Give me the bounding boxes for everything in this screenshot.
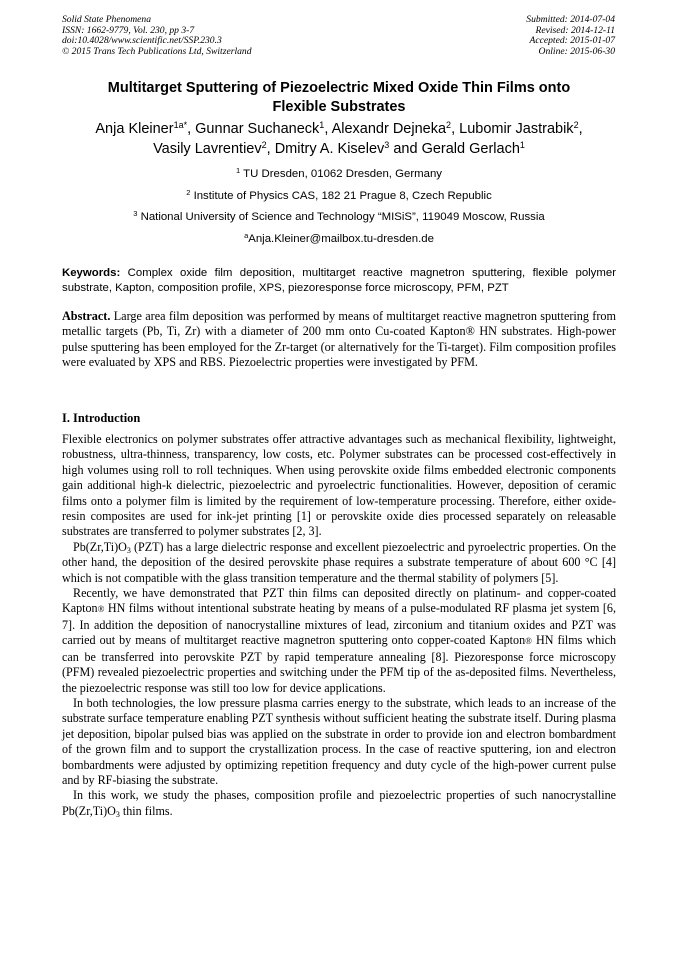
title-line-2: Flexible Substrates [272,99,406,115]
paragraph: In both technologies, the low pressure plasma carries energy to the substrate, which leads to an increase of the substrate surface temperature enabling PZT synthesis without sufficient heating the substrate itself. During plasma jet deposition, bipolar pulsed bias was applied on the substrate in order to provide ion and electron bombardment of the grown film and to support the crystallization process. In the case of reactive sputtering, ion and electron bombardments were adjusted by optimizing repetition frequency and duty cycle of the high-power current pulse and by RF-biasing the substrate. [62,695,616,787]
author-name: Gunnar Suchaneck [195,121,320,137]
affiliation-text: National University of Science and Technology “MISiS”, 119049 Moscow, Russia [140,211,545,223]
journal-info [62,15,252,57]
author-mark: 1 [519,139,525,150]
section-heading: I. Introduction [62,411,141,425]
author-name: Dmitry A. Kiselev [274,140,385,157]
affiliation-text: TU Dresden, 01062 Dresden, Germany [243,168,442,180]
affiliation-mark: 1 [236,166,241,175]
paragraph: $Pb(Zr,Ti)O_3$ (PZT) has a large dielectric response and excellent piezoelectric and pyroelectric properties. On the other hand, the deposition of the desired perovskite phase requires a substrate temperature of about 600 °C [4] which is not compatible with the glass transition temperature and the thermal stability of polymers [5]. [62,539,616,585]
paper-title [62,79,616,117]
author-mark: 2 [446,120,452,130]
author-mark: 2 [261,139,267,150]
abstract-label: Abstract. [62,309,111,323]
issn-line: ISSN: 1662-9779, Vol. 230, pp 3-7 [62,24,195,36]
abstract-block [62,309,616,370]
author-name: Anja Kleiner [95,121,174,137]
affiliation-text: Institute of Physics CAS, 182 21 Prague 8, Czech Republic [193,190,492,202]
accepted-date: Accepted: 2015-01-07 [529,35,615,47]
copyright-line: © 2015 Trans Tech Publications Ltd, Switzerland [62,45,252,57]
author-mark: 1a* [173,120,188,130]
email-address: Anja.Kleiner@mailbox.tu-dresden.de [248,233,434,245]
author-name: Gerald Gerlach [421,140,520,157]
title-line-1: Multitarget Sputtering of Piezoelectric Mixed Oxide Thin Films onto [107,80,571,96]
revised-date: Revised: 2014-12-11 [535,24,615,36]
author-name: Vasily Lavrentiev [153,140,262,157]
doi-line: doi:10.4028/www.scientific.net/SSP.230.3 [62,35,222,47]
journal-name: Solid State Phenomena [62,14,151,25]
affiliation [62,167,616,181]
keywords-label: Keywords: [62,267,121,279]
author-list: Anja Kleiner$^{1a*}$, Gunnar Suchaneck$^1$, Alexandr Dejneka$^2$, Lubomir Jastrabik$^2$, Vasily Lavrentiev$^2$, Dmitry A. Kiselev$^3$ and Gerald Gerlach$^1$ [95,120,583,157]
author-name: Lubomir Jastrabik [459,121,574,137]
affiliation [62,210,616,224]
keywords-block [62,266,616,296]
submitted-date: Submitted: 2014-07-04 [526,14,615,25]
affiliation-mark: 2 [186,188,191,197]
author-name: Alexandr Dejneka [331,121,447,137]
keywords-text: Complex oxide film deposition, multitarget reactive magnetron sputtering, flexible polymer substrate, Kapton, composition profile, XPS, piezoresponse force microscopy, PFM, PZT [62,267,616,295]
online-date: Online: 2015-06-30 [538,45,615,57]
introduction-body [62,432,616,819]
author-mark: 3 [384,139,390,150]
author-conjunction: and [393,140,418,157]
author-mark: 1 [319,120,325,130]
affiliation-mark: 3 [133,209,138,218]
paragraph: In this work, we study the phases, composition profile and piezoelectric properties of such nanocrystalline $Pb(Zr,Ti)O_3$ thin films. [62,788,616,819]
corresponding-email [62,232,616,246]
paragraph: Recently, we have demonstrated that PZT thin films can deposited directly on platinum- and copper-coated Kapton® HN films without intentional substrate heating by means of a pulse-modulated RF plasma jet system [6, 7]. In addition the deposition of nanocrystalline mixtures of lead, zirconium and titanium oxides and PZT was carried out by means of multitarget reactive magnetron sputtering onto copper-coated Kapton® HN films which can be transferred into perovskite PZT by rapid temperature annealing [8]. Piezoresponse force microscopy (PFM) revealed piezoelectric properties and switching under the PFM tip of the as-deposited films. Nevertheless, the piezoelectric response was still too low for device applications. [62,586,616,695]
dates-info [526,15,615,57]
abstract-text: Large area film deposition was performed by means of multitarget reactive magnetron sputtering from metallic targets (Pb, Ti, Zr) with a diameter of 200 mm onto Cu-coated Kapton® HN substrates. High-power pulse sputtering has been employed for the Zr-target (or alternatively for the Ti-target). Film composition profiles were evaluated by XPS and RBS. Piezoelectric properties were investigated by PFM. [62,309,616,369]
email-mark: a [244,231,249,240]
author-mark: 2 [573,120,579,130]
paragraph: Flexible electronics on polymer substrates offer attractive advantages such as mechanical flexibility, lightweight, robustness, ultra-thinness, transparency, low costs, etc. Polymer substrates can be processed cost-effectively in high volumes using roll to roll techniques. When using perovskite oxide films embedded electronic components gain additional high-k dielectric, piezoelectric and pyroelectric functionalities. However, deposition of ceramic films onto a polymer film is limited by the requirement of low-temperature processing. Therefore, either oxide-resin composites are used for ink-jet printing [1] or perovskite oxide dies processed separately on releasable substrates are transferred to polymer substrates [2, 3]. [62,432,616,539]
affiliation [62,189,616,203]
